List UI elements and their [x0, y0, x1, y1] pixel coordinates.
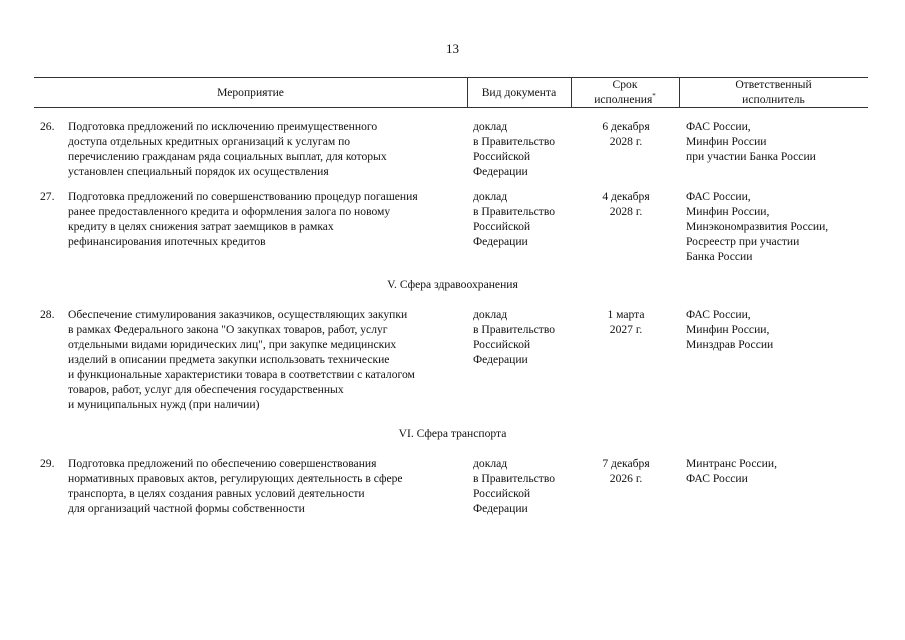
- deadline: 6 декабря 2028 г.: [602, 120, 650, 148]
- document-type: доклад в Правительство Российской Федерации: [473, 190, 556, 248]
- responsible: Минтранс России, ФАС России: [686, 457, 777, 485]
- header-deadline: Срок исполнения*: [594, 78, 656, 106]
- responsible: ФАС России, Минфин России, Минздрав России: [686, 308, 774, 351]
- section-heading-health: V. Сфера здравоохранения: [387, 278, 518, 291]
- header-responsible: Ответственный исполнитель: [735, 78, 812, 106]
- page-number: 13: [446, 41, 459, 56]
- deadline: 1 марта 2027 г.: [607, 308, 645, 336]
- header-document-type: Вид документа: [481, 85, 557, 99]
- row-number: 26.: [40, 120, 55, 133]
- deadline: 7 декабря 2026 г.: [602, 457, 650, 485]
- footnote-mark: *: [652, 92, 656, 101]
- event-text: Подготовка предложений по исключению преимущественного доступа отдельных кредитных организаций к услугам по перечислению гражданам ряда социальных выплат, для которых установлен специальный порядок их осуществления: [68, 120, 387, 178]
- document-type: доклад в Правительство Российской Федерации: [473, 457, 556, 515]
- event-text: Обеспечение стимулирования заказчиков, осуществляющих закупки в рамках Федерального закона "О закупках товаров, работ, услуг отдельными видами юридических лиц", при закупке медицинских изделий в описании предмета закупки использовать технические и функциональные характеристики товара в соответствии с каталогом товаров, работ, услуг для обеспечения государственных и муниципальных нужд (при наличии): [68, 308, 415, 411]
- document-type: доклад в Правительство Российской Федерации: [473, 308, 556, 366]
- section-heading-transport: VI. Сфера транспорта: [398, 427, 507, 440]
- table-header-bottom-rule: [34, 107, 868, 108]
- row-number: 27.: [40, 190, 55, 203]
- deadline: 4 декабря 2028 г.: [602, 190, 650, 218]
- row-number: 28.: [40, 308, 55, 321]
- header-event: Мероприятие: [217, 85, 284, 99]
- responsible: ФАС России, Минфин России, Минэкономразвития России, Росреестр при участии Банка России: [686, 190, 829, 263]
- row-number: 29.: [40, 457, 55, 470]
- responsible: ФАС России, Минфин России при участии Банка России: [686, 120, 816, 163]
- document-type: доклад в Правительство Российской Федерации: [473, 120, 556, 178]
- event-text: Подготовка предложений по обеспечению совершенствования нормативных правовых актов, регулирующих деятельность в сфере транспорта, в целях создания равных условий деятельности для организаций частной формы собственности: [68, 457, 403, 515]
- event-text: Подготовка предложений по совершенствованию процедур погашения ранее предоставленного кредита и оформления залога по новому кредиту в целях снижения затрат заемщиков в рамках рефинансирования ипотечных кредитов: [68, 190, 418, 248]
